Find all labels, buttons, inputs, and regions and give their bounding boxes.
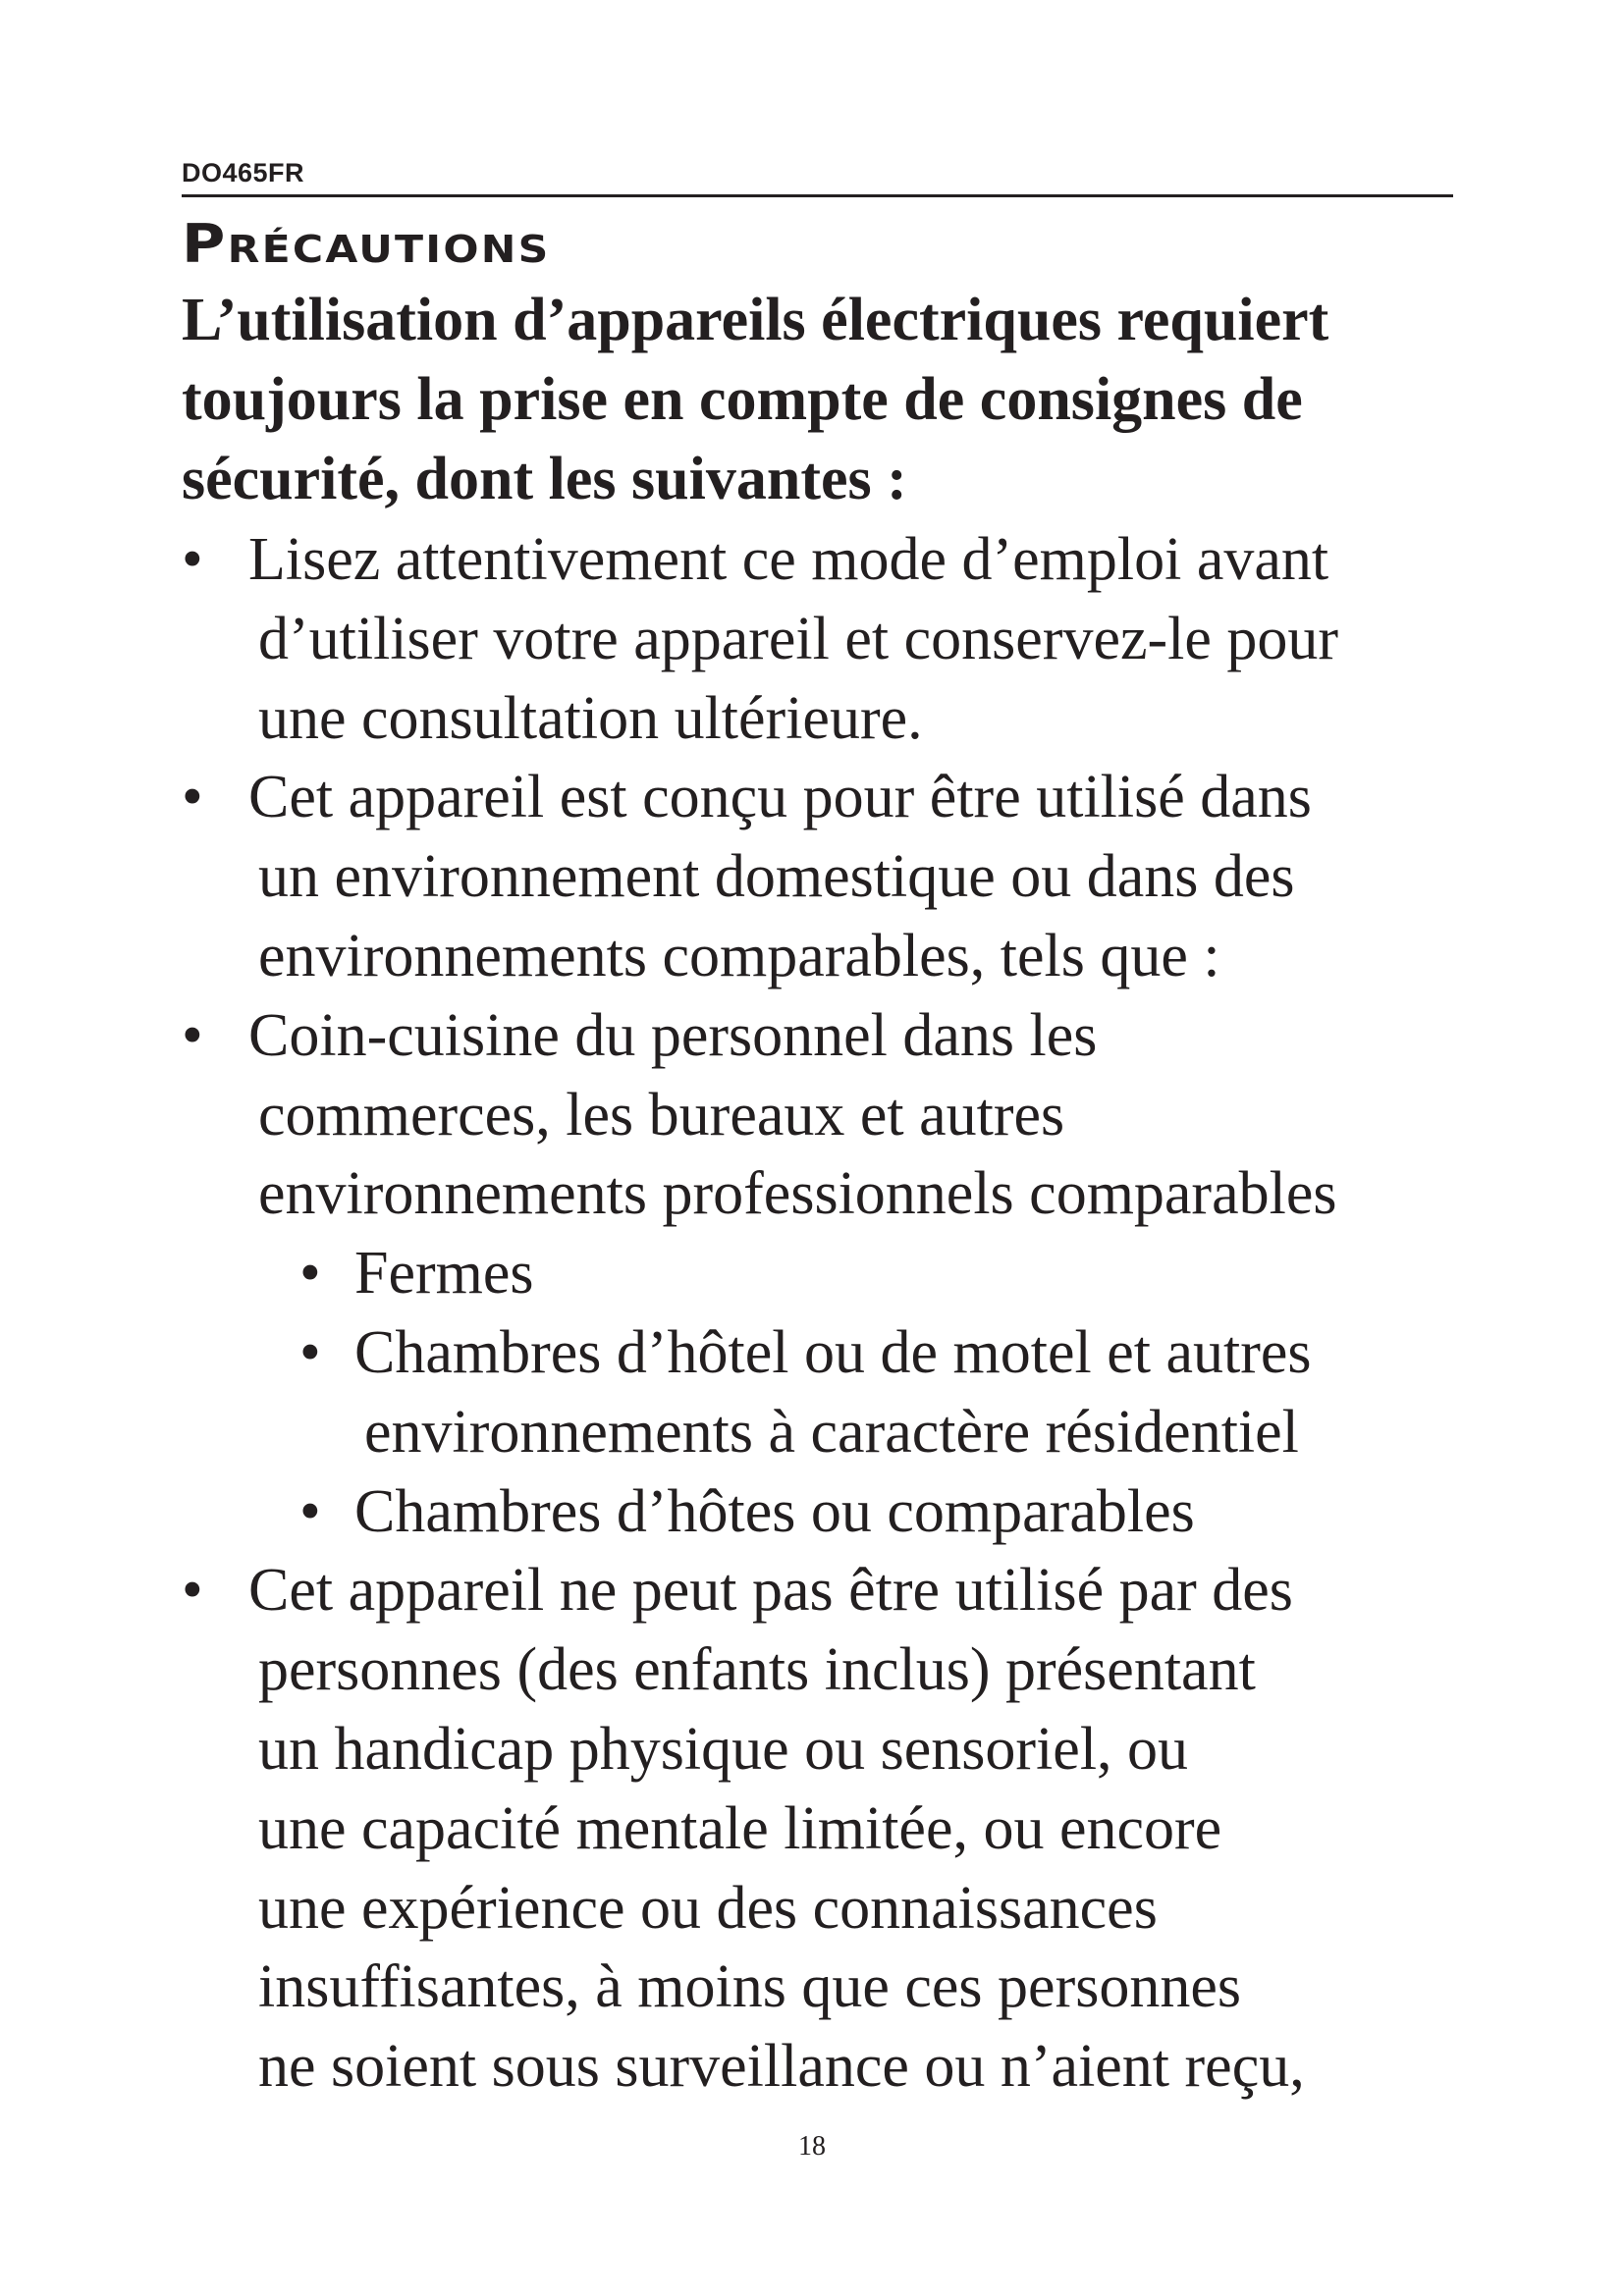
sub-list-item — [299, 1472, 1478, 1552]
list-item-line: commerces, les bureaux et autres — [258, 1081, 1065, 1148]
bullet-icon: • — [299, 1240, 321, 1308]
list-item — [182, 1551, 1478, 2107]
list-item-line: un environnement domestique ou dans des — [258, 843, 1295, 911]
sub-list-item — [299, 1313, 1478, 1472]
list-item-line: d’utiliser votre appareil et conservez-le pour — [258, 605, 1339, 672]
list-item-line: un handicap physique ou sensoriel, ou — [258, 1715, 1189, 1783]
model-code: DO465FR — [182, 158, 305, 187]
sub-list-item — [299, 1234, 1478, 1313]
list-item-line: Coin-cuisine du personnel dans les — [248, 1001, 1098, 1069]
bullet-icon: • — [182, 1001, 203, 1069]
precautions-list — [182, 520, 1478, 2107]
list-item — [182, 996, 1478, 1234]
list-item — [182, 758, 1478, 995]
list-item-line: une consultation ultérieure. — [258, 684, 923, 752]
intro-line: L’utilisation d’appareils électriques requiert — [182, 287, 1329, 353]
list-item-line: ne soient sous surveillance ou n’aient reçu, — [258, 2033, 1305, 2101]
list-item-line: Chambres d’hôtes ou comparables — [354, 1477, 1195, 1545]
bullet-icon: • — [182, 1557, 203, 1625]
intro-line: sécurité, dont les suivantes : — [182, 446, 907, 512]
intro-line: toujours la prise en compte de consignes de — [182, 366, 1303, 433]
intro-paragraph — [182, 281, 1458, 519]
list-item-line: Lisez attentivement ce mode d’emploi avant — [248, 526, 1329, 593]
list-item-line: environnements comparables, tels que : — [258, 922, 1220, 989]
section-title: Précautions — [182, 213, 551, 275]
list-item-line: une expérience ou des connaissances — [258, 1874, 1158, 1942]
list-item-line: environnements à caractère résidentiel — [364, 1398, 1299, 1466]
list-item-line: insuffisantes, à moins que ces personnes — [258, 1953, 1241, 2021]
list-item-line: Cet appareil est conçu pour être utilisé dans — [248, 764, 1312, 831]
list-item-line: Fermes — [354, 1240, 534, 1308]
list-item-line: Chambres d’hôtel ou de motel et autres — [354, 1318, 1312, 1386]
bullet-icon: • — [182, 764, 203, 831]
bullet-icon: • — [182, 526, 203, 593]
list-item — [182, 520, 1478, 758]
list-item-line: une capacité mentale limitée, ou encore — [258, 1794, 1222, 1862]
bullet-icon: • — [299, 1318, 321, 1386]
list-item-line: personnes (des enfants inclus) présentant — [258, 1636, 1256, 1704]
header-rule — [182, 194, 1453, 197]
bullet-icon: • — [299, 1477, 321, 1545]
page-number: 18 — [798, 2131, 826, 2162]
list-item-line: environnements professionnels comparables — [258, 1160, 1337, 1228]
list-item-line: Cet appareil ne peut pas être utilisé par des — [248, 1557, 1293, 1625]
